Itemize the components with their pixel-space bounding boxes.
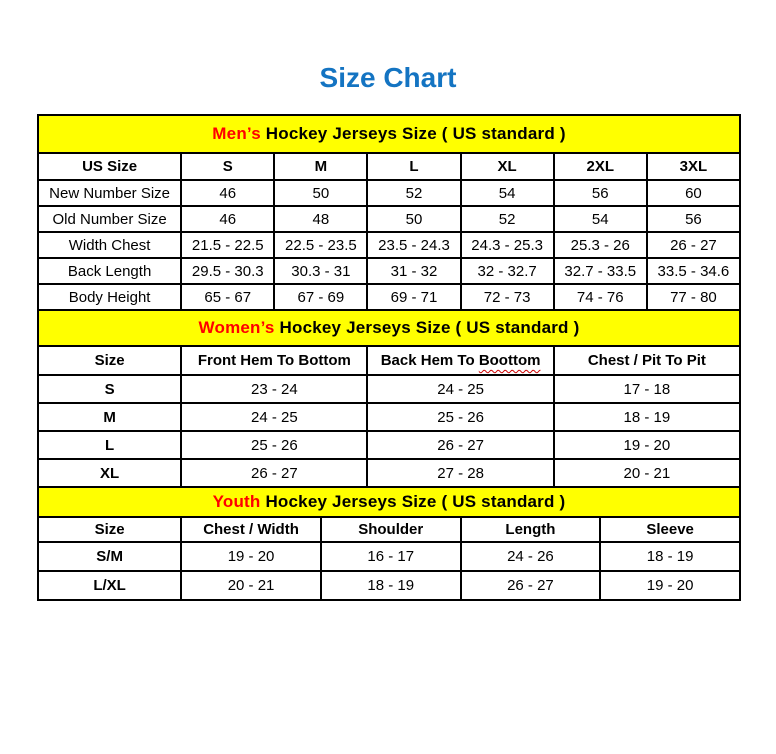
column-header-text: Back Hem To (380, 352, 479, 369)
size-value-cell: 27 - 28 (367, 459, 553, 487)
size-value-cell: 50 (367, 206, 460, 232)
column-header: Front Hem To Bottom (181, 346, 367, 375)
size-value-cell: 33.5 - 34.6 (647, 258, 740, 284)
row-label: S/M (38, 542, 181, 571)
table-row (38, 403, 740, 431)
row-label: S (38, 375, 181, 403)
header-row (38, 517, 740, 542)
column-header: 2XL (554, 153, 647, 180)
size-value-cell: 50 (274, 180, 367, 206)
size-value-cell: 48 (274, 206, 367, 232)
row-label: New Number Size (38, 180, 181, 206)
row-label: Old Number Size (38, 206, 181, 232)
size-value-cell: 69 - 71 (367, 284, 460, 310)
column-header: Chest / Width (181, 517, 321, 542)
size-value-cell: 46 (181, 180, 274, 206)
youth-banner (38, 487, 740, 517)
header-row (38, 346, 740, 375)
row-label: M (38, 403, 181, 431)
banner-row (38, 487, 740, 517)
size-value-cell: 22.5 - 23.5 (274, 232, 367, 258)
row-label: XL (38, 459, 181, 487)
size-value-cell: 19 - 20 (600, 571, 740, 600)
table-row (38, 542, 740, 571)
table-row (38, 571, 740, 600)
size-value-cell: 56 (647, 206, 740, 232)
size-value-cell: 46 (181, 206, 274, 232)
size-value-cell: 20 - 21 (181, 571, 321, 600)
size-value-cell: 16 - 17 (321, 542, 461, 571)
table-row (38, 180, 740, 206)
size-value-cell: 19 - 20 (181, 542, 321, 571)
header-row (38, 153, 740, 180)
table-row (38, 258, 740, 284)
womens-banner (38, 310, 740, 346)
column-header: S (181, 153, 274, 180)
table-row (38, 206, 740, 232)
size-value-cell: 24 - 25 (367, 375, 553, 403)
column-header: Sleeve (600, 517, 740, 542)
column-header: US Size (38, 153, 181, 180)
row-label: Body Height (38, 284, 181, 310)
size-value-cell: 25.3 - 26 (554, 232, 647, 258)
banner-highlight: Women’s (198, 318, 275, 337)
table-row (38, 375, 740, 403)
size-value-cell: 18 - 19 (321, 571, 461, 600)
size-value-cell: 18 - 19 (600, 542, 740, 571)
size-value-cell: 18 - 19 (554, 403, 740, 431)
size-value-cell: 31 - 32 (367, 258, 460, 284)
table-row (38, 232, 740, 258)
banner-highlight: Men’s (212, 124, 261, 143)
size-value-cell: 52 (367, 180, 460, 206)
size-value-cell: 26 - 27 (647, 232, 740, 258)
size-tables (37, 114, 741, 601)
column-header: Size (38, 517, 181, 542)
size-value-cell: 60 (647, 180, 740, 206)
mens-size-table (37, 114, 741, 311)
size-value-cell: 74 - 76 (554, 284, 647, 310)
row-label: Width Chest (38, 232, 181, 258)
size-value-cell: 30.3 - 31 (274, 258, 367, 284)
column-header: Length (461, 517, 601, 542)
size-value-cell: 25 - 26 (367, 403, 553, 431)
column-header: 3XL (647, 153, 740, 180)
row-label: L (38, 431, 181, 459)
size-value-cell: 67 - 69 (274, 284, 367, 310)
size-value-cell: 72 - 73 (461, 284, 554, 310)
banner-highlight: Youth (212, 492, 261, 511)
size-value-cell: 24 - 25 (181, 403, 367, 431)
size-value-cell: 54 (461, 180, 554, 206)
size-value-cell: 77 - 80 (647, 284, 740, 310)
size-value-cell: 17 - 18 (554, 375, 740, 403)
size-value-cell: 25 - 26 (181, 431, 367, 459)
size-chart-page (0, 62, 776, 601)
size-value-cell: 23.5 - 24.3 (367, 232, 460, 258)
table-row (38, 431, 740, 459)
size-value-cell: 65 - 67 (181, 284, 274, 310)
size-value-cell: 32 - 32.7 (461, 258, 554, 284)
mens-banner (38, 115, 740, 153)
size-value-cell: 54 (554, 206, 647, 232)
banner-row (38, 115, 740, 153)
size-value-cell: 19 - 20 (554, 431, 740, 459)
banner-text: Hockey Jerseys Size ( US standard ) (265, 492, 566, 511)
banner-text: Hockey Jerseys Size ( US standard ) (265, 124, 566, 143)
size-value-cell: 24.3 - 25.3 (461, 232, 554, 258)
table-row (38, 459, 740, 487)
youth-size-table (37, 486, 741, 601)
row-label: Back Length (38, 258, 181, 284)
size-value-cell: 20 - 21 (554, 459, 740, 487)
size-value-cell: 26 - 27 (461, 571, 601, 600)
banner-row (38, 310, 740, 346)
size-value-cell: 24 - 26 (461, 542, 601, 571)
size-value-cell: 32.7 - 33.5 (554, 258, 647, 284)
column-header: Chest / Pit To Pit (554, 346, 740, 375)
size-value-cell: 29.5 - 30.3 (181, 258, 274, 284)
size-value-cell: 26 - 27 (181, 459, 367, 487)
size-value-cell: 52 (461, 206, 554, 232)
row-label: L/XL (38, 571, 181, 600)
size-value-cell: 21.5 - 22.5 (181, 232, 274, 258)
column-header: XL (461, 153, 554, 180)
banner-text: Hockey Jerseys Size ( US standard ) (279, 318, 580, 337)
table-row (38, 284, 740, 310)
column-header: Shoulder (321, 517, 461, 542)
column-header: L (367, 153, 460, 180)
column-header: Size (38, 346, 181, 375)
size-value-cell: 26 - 27 (367, 431, 553, 459)
column-header: M (274, 153, 367, 180)
misspelled-word: Boottom (478, 352, 541, 369)
size-value-cell: 23 - 24 (181, 375, 367, 403)
page-title: Size Chart (319, 62, 457, 93)
womens-size-table (37, 309, 741, 488)
size-value-cell: 56 (554, 180, 647, 206)
column-header (367, 346, 553, 375)
